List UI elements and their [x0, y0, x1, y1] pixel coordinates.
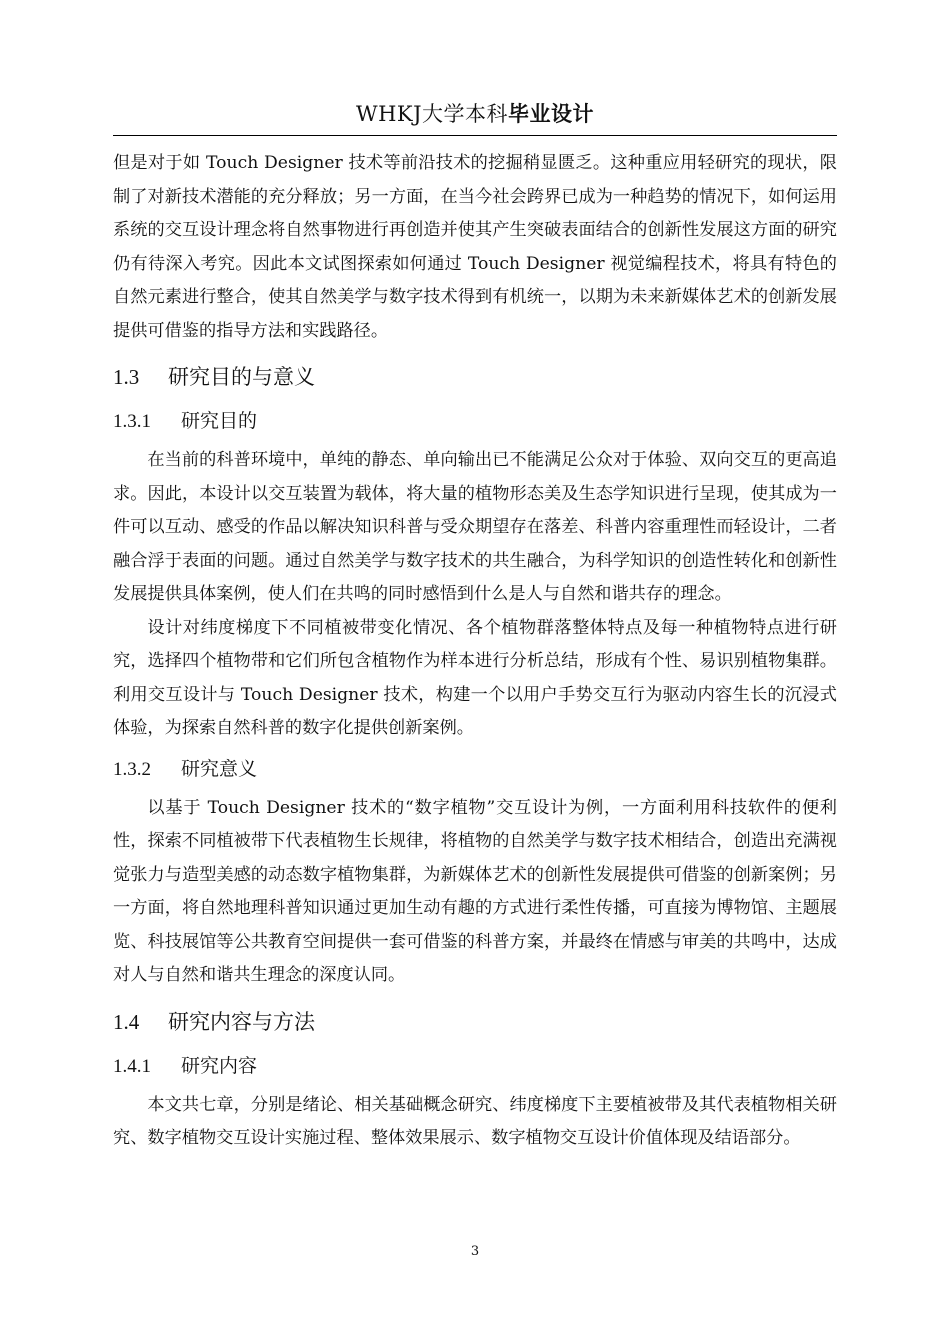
subsection-title: 研究内容 — [181, 1054, 258, 1077]
subsection-heading-1-4-1 — [113, 1049, 837, 1083]
subsection-heading-1-3-2 — [113, 752, 837, 786]
page-number: 3 — [470, 1244, 480, 1259]
page-header — [113, 98, 837, 128]
header-title-bold: 毕业设计 — [508, 102, 594, 126]
page-body — [113, 147, 837, 1156]
header-title-prefix: WHKJ大学本科 — [355, 102, 508, 126]
section-title: 研究目的与意义 — [168, 365, 315, 389]
paragraph-research-significance: 以基于 Touch Designer 技术的“数字植物”交互设计为例，一方面利用科技软件的便利性，探索不同植被带下代表植物生长规律，将植物的自然美学与数字技术相结合，创造出充满视觉张力与造型美感的动态数字植物集群，为新媒体艺术的创新性发展提供可借鉴的创新案例；另一方面，将自然地理科普知识通过更加生动有趣的方式进行柔性传播，可直接为博物馆、主题展览、科技展馆等公共教育空间提供一套可借鉴的科普方案，并最终在情感与审美的共鸣中，达成对人与自然和谐共生理念的深度认同。 — [113, 797, 837, 985]
section-heading-1-4 — [113, 1005, 837, 1039]
section-title: 研究内容与方法 — [168, 1009, 315, 1034]
paragraph-research-content: 本文共七章，分别是绪论、相关基础概念研究、纬度梯度下主要植被带及其代表植物相关研究、数字植物交互设计实施过程、整体效果展示、数字植物交互设计价值体现及结语部分。 — [113, 1094, 837, 1148]
subsection-heading-1-3-1 — [113, 404, 837, 438]
header-divider — [113, 135, 837, 136]
section-heading-1-3 — [113, 360, 837, 394]
subsection-number: 1.4.1 — [113, 1055, 151, 1077]
section-number: 1.4 — [113, 1009, 140, 1034]
subsection-title: 研究目的 — [181, 410, 258, 432]
paragraph-research-purpose-1: 在当前的科普环境中，单纯的静态、单向输出已不能满足公众对于体验、双向交互的更高追求。因此，本设计以交互装置为载体，将大量的植物形态美及生态学知识进行呈现，使其成为一件可以互动、感受的作品以解决知识科普与受众期望存在落差、科普内容重理性而轻设计，二者融合浮于表面的问题。通过自然美学与数字技术的共生融合，为科学知识的创造性转化和创新性发展提供具体案例，使人们在共鸣的同时感悟到什么是人与自然和谐共存的理念。 — [113, 450, 837, 604]
paragraph-continued: 但是对于如 Touch Designer 技术等前沿技术的挖掘稍显匮乏。这种重应用轻研究的现状，限制了对新技术潜能的充分释放；另一方面，在当今社会跨界已成为一种趋势的情况下，如何运用系统的交互设计理念将自然事物进行再创造并使其产生突破表面结合的创新性发展这方面的研究仍有待深入考究。因此本文试图探索如何通过 Touch Designer 视觉编程技术，将具有特色的自然元素进行整合，使其自然美学与数字技术得到有机统一，以期为未来新媒体艺术的创新发展提供可借鉴的指导方法和实践路径。 — [113, 153, 837, 341]
subsection-title: 研究意义 — [181, 757, 258, 780]
subsection-number: 1.3.1 — [113, 411, 151, 432]
subsection-number: 1.3.2 — [113, 758, 151, 780]
paragraph-research-purpose-2: 设计对纬度梯度下不同植被带变化情况、各个植物群落整体特点及每一种植物特点进行研究，选择四个植物带和它们所包含植物作为样本进行分析总结，形成有个性、易识别植物集群。利用交互设计与 Touch Designer 技术，构建一个以用户手势交互行为驱动内容生长的沉浸式体验，为探索自然科普的数字化提供创新案例。 — [113, 617, 837, 738]
section-number: 1.3 — [113, 365, 140, 389]
